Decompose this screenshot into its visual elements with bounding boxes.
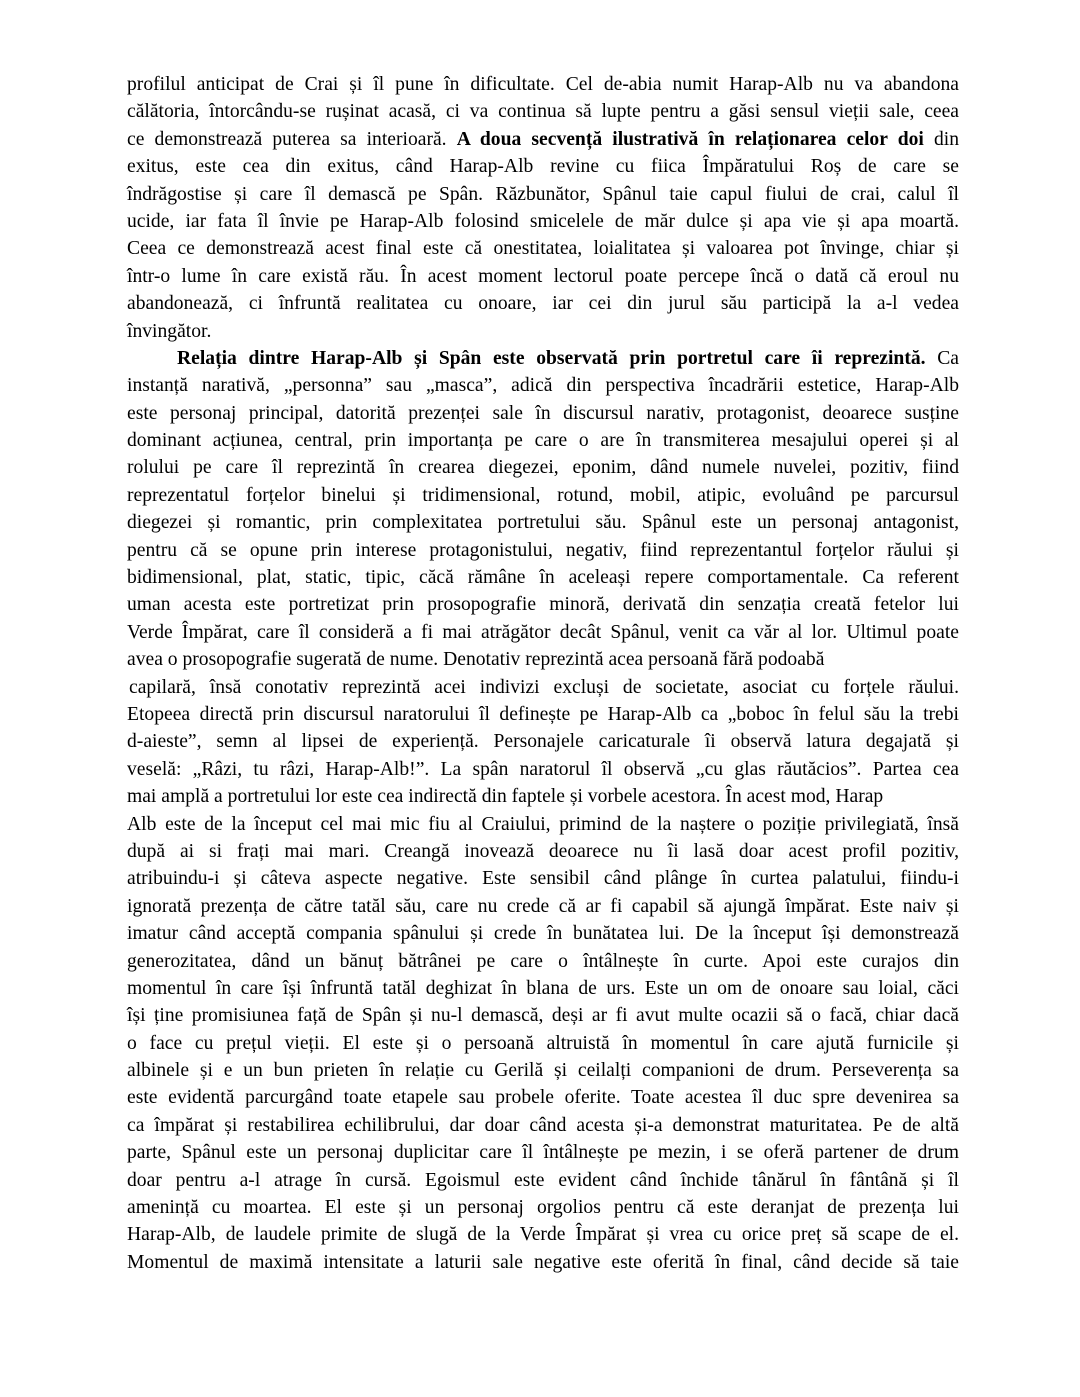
text-line <box>127 893 959 920</box>
text-line <box>127 372 959 399</box>
text-line <box>127 71 959 98</box>
text-run: veselă: „Râzi, tu râzi, Harap-Alb!”. La spân naratorul îl observă „cu glas răutăcios”. Partea cea <box>127 758 959 780</box>
text-line <box>127 646 959 673</box>
text-line <box>127 537 959 564</box>
text-line <box>127 1112 959 1139</box>
text-run: avea o prosopografie sugerată de nume. Denotativ reprezintă acea persoană fără podoabă <box>127 649 825 671</box>
text-line <box>127 427 959 454</box>
text-run: generozitatea, dând un bănuț bătrânei pe care o întâlnește în curte. Apoi este curajos din <box>127 950 959 972</box>
text-line <box>127 948 959 975</box>
text-run: pentru că se opune prin interese protagonistului, negativ, fiind reprezentantul forțelor răului și <box>127 539 959 561</box>
text-run: ignorată prezența de către tatăl său, care nu crede că ar fi capabil să ajungă împărat. Este naiv și <box>127 895 959 917</box>
text-run: din <box>923 128 960 150</box>
text-line <box>127 591 959 618</box>
bold-text: A doua secvență ilustrativă în relaționarea celor doi <box>456 128 924 150</box>
text-line <box>127 153 959 180</box>
text-line <box>127 1139 959 1166</box>
text-line <box>127 564 959 591</box>
text-run: abandonează, ci înfruntă realitatea cu onoare, iar cei din jurul său participă la a-l vedea <box>127 293 959 315</box>
text-line <box>127 263 959 290</box>
text-run: călătoria, întorcându-se rușinat acasă, ci va continua să lupte pentru a găsi sensul vieții sale, ceea <box>127 101 959 123</box>
text-line <box>127 1057 959 1084</box>
text-run: într-o lume în care există rău. În acest moment lectorul poate percepe încă o dată că eroul nu <box>127 265 959 287</box>
text-run: Ca <box>925 347 959 369</box>
text-run: reprezentatul forțelor binelui și tridimensional, rotund, mobil, atipic, evoluând pe parcursul <box>127 484 959 506</box>
text-line <box>127 674 959 701</box>
text-run: Ceea ce demonstrează acest final este că onestitatea, loialitatea și valoarea pot învinge, chiar și <box>127 238 959 260</box>
text-run: învingător. <box>127 320 212 342</box>
text-run: atribuindu-i și câteva aspecte negative. Este sensibil când plânge în curtea palatului, fiindu-i <box>127 868 959 890</box>
text-line <box>127 838 959 865</box>
text-line <box>127 400 959 427</box>
text-line <box>127 1249 959 1276</box>
text-run: după ai si frați mai mari. Creangă inovează deoarece nu îi lasă doar acest profil pozitiv, <box>127 840 959 862</box>
text-line <box>127 865 959 892</box>
text-run: rolului pe care îl reprezintă în crearea diegezei, eponim, dând numele nuvelei, pozitiv, fiind <box>127 457 959 479</box>
text-line <box>127 98 959 125</box>
text-run: uman acesta este portretizat prin prosopografie minoră, derivată din senzația creată fetelor lui <box>127 594 959 616</box>
text-line <box>127 318 959 345</box>
text-line <box>127 1194 959 1221</box>
document-page <box>127 71 959 1276</box>
text-line <box>127 1084 959 1111</box>
text-run: Momentul de maximă intensitate a laturii sale negative este oferită în final, când decide să taie <box>127 1251 959 1273</box>
text-line <box>127 1221 959 1248</box>
text-run: parte, Spânul este un personaj duplicitar care îl întâlnește pe mezin, i se oferă partener de drum <box>127 1142 959 1164</box>
text-line <box>127 181 959 208</box>
text-line <box>127 756 959 783</box>
text-run: dominant acțiunea, central, prin importanța pe care o are în transmiterea mesajului operei și al <box>127 430 959 452</box>
text-line <box>127 482 959 509</box>
text-run: ucide, iar fata îl învie pe Harap-Alb folosind smicelele de măr dulce și apa vie și apa moartă. <box>127 210 959 232</box>
text-line <box>127 235 959 262</box>
text-run: instanță narativă, „personna” sau „masca”, adică din perspectiva încadrării estetice, Harap-Alb <box>127 375 959 397</box>
text-run: exitus, este cea din exitus, când Harap-Alb revine cu fiica Împăratului Roș de care se <box>127 156 959 178</box>
text-run: doar pentru a-l atrage în cursă. Egoismul este evident când închide tânărul în fântână și îl <box>127 1169 959 1191</box>
text-line <box>127 1002 959 1029</box>
text-run: Etopeea directă prin discursul naratorului îl definește pe Harap-Alb ca „boboc în felul său la trebi <box>127 703 959 725</box>
text-line <box>127 454 959 481</box>
text-line <box>127 728 959 755</box>
text-line <box>127 811 959 838</box>
text-run: bidimensional, plat, static, tipic, căcă rămâne în aceleași repere comportamentale. Ca referent <box>127 567 959 589</box>
text-run: își ține promisiunea față de Spân și nu-l demască, deși ar fi avut multe ocazii să o facă, chiar dacă <box>127 1005 959 1027</box>
text-run: profilul anticipat de Crai și îl pune în dificultate. Cel de-abia numit Harap-Alb nu va abandona <box>127 74 959 95</box>
bold-text: Relația dintre Harap-Alb și Spân este observată prin portretul care îi reprezintă. <box>177 347 926 369</box>
text-run: ca împărat și restabilirea echilibrului, dar doar când acesta și-a demonstrat maturitatea. Pe de altă <box>127 1114 959 1136</box>
text-line <box>127 345 959 372</box>
text-line <box>127 126 959 153</box>
text-run: momentul în care își înfruntă tatăl deghizat în blana de urs. Este un om de onoare sau loial, căci <box>127 977 959 999</box>
text-line <box>127 290 959 317</box>
text-run: diegezei și romantic, prin complexitatea portretului său. Spânul este un personaj antagonist, <box>127 512 959 534</box>
text-run: ce demonstrează puterea sa interioară. <box>127 128 457 150</box>
text-run: amenință cu moartea. El este și un personaj orgolios pentru că este deranjat de prezența lui <box>127 1197 959 1219</box>
text-run: albinele și e un bun prieten în relație cu Gerilă și ceilalți companioni de drum. Perseverența sa <box>127 1060 959 1082</box>
text-run: este evidentă parcurgând toate etapele sau probele oferite. Toate acestea îl duc spre devenirea sa <box>127 1087 959 1109</box>
text-run: îndrăgostise și care îl demască pe Spân. Răzbunător, Spânul taie capul fiului de crai, calul îl <box>127 183 959 205</box>
text-run: d-aieste”, semn al lipsei de experiență. Personajele caricaturale îi observă latura degajată și <box>127 731 959 753</box>
text-line <box>127 208 959 235</box>
text-line <box>127 701 959 728</box>
text-line <box>127 975 959 1002</box>
text-run: este personaj principal, datorită prezenței sale în discursul narativ, protagonist, deoarece susține <box>127 402 959 424</box>
text-run: o face cu prețul vieții. El este și o persoană altruistă în momentul în care ajută furnicile și <box>127 1032 959 1054</box>
text-line <box>127 1030 959 1057</box>
text-run: Harap-Alb, de laudele primite de slugă de la Verde Împărat și vrea cu orice preț să scape de el. <box>127 1224 959 1246</box>
text-line <box>127 920 959 947</box>
text-line <box>127 783 959 810</box>
text-run: mai amplă a portretului lor este cea indirectă din faptele și vorbele acestora. În acest mod, Harap <box>127 786 884 808</box>
text-line <box>127 1167 959 1194</box>
text-line <box>127 509 959 536</box>
text-run: Alb este de la început cel mai mic fiu al Craiului, primind de la naștere o poziție privilegiată, însă <box>127 813 959 835</box>
text-run: imatur când acceptă compania spânului și crede în bunătatea lui. De la început își demonstrează <box>127 923 959 945</box>
text-run: Verde Împărat, care îl consideră a fi mai atrăgător decât Spânul, venit ca văr al lor. Ultimul poate <box>127 621 959 643</box>
text-line <box>127 619 959 646</box>
text-run: capilară, însă conotativ reprezintă acei indivizi excluși de societate, asociat cu forțele răului. <box>129 676 959 698</box>
